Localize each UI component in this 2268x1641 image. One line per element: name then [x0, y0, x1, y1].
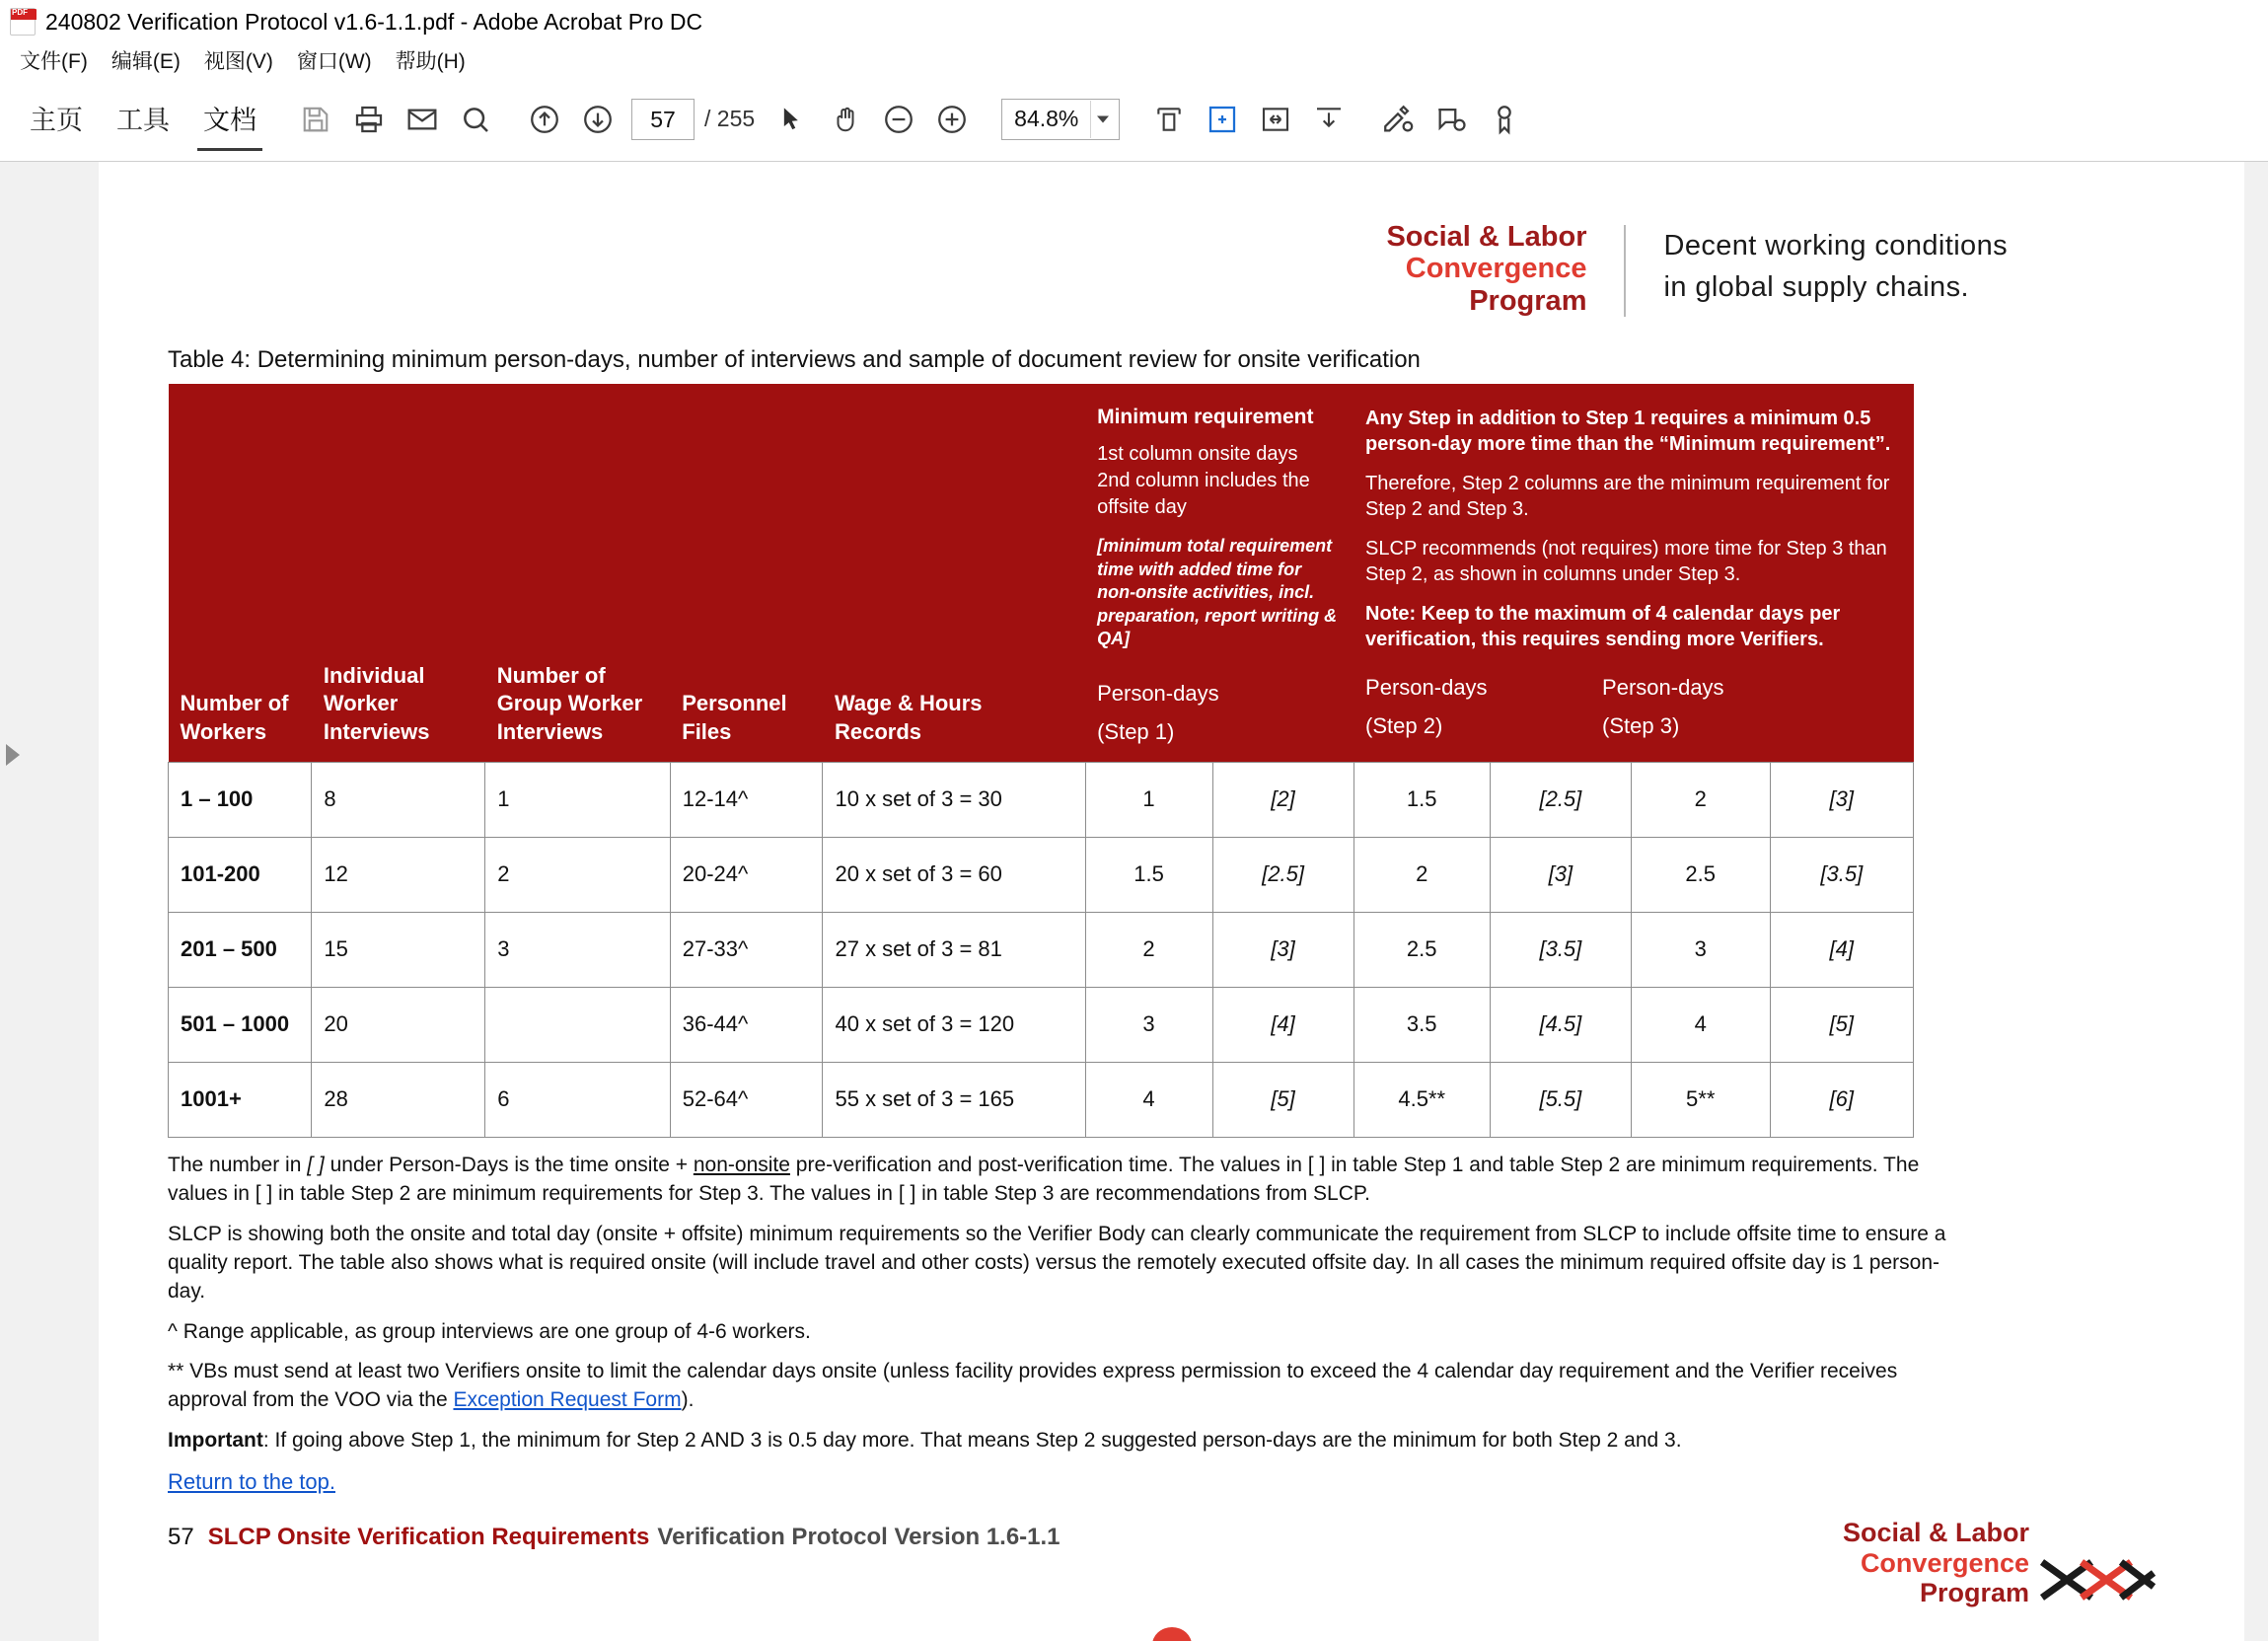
return-to-top-link[interactable]: Return to the top. [168, 1469, 335, 1495]
cell-step2-bracket: [4.5] [1490, 987, 1631, 1062]
cell-wage-hours: 55 x set of 3 = 165 [823, 1062, 1085, 1137]
cell-step2: 2.5 [1353, 912, 1490, 987]
comment-pen-icon[interactable] [1372, 94, 1424, 145]
non-onsite-link[interactable]: non-onsite [693, 1153, 790, 1176]
cell-step2: 4.5** [1353, 1062, 1490, 1137]
footnote-3: ^ Range applicable, as group interviews are one group of 4-6 workers. [168, 1319, 811, 1343]
cell-wage-hours: 40 x set of 3 = 120 [823, 987, 1085, 1062]
header-group-worker-interviews: Number of Group Worker Interviews [485, 384, 671, 762]
footer-title-grey: Verification Protocol Version 1.6-1.1 [657, 1524, 1061, 1551]
window-title: 240802 Verification Protocol v1.6-1.1.pdf - Adobe Acrobat Pro DC [45, 8, 703, 35]
table-row [169, 762, 1914, 837]
footnote-4: ** VBs must send at least two Verifiers onsite to limit the calendar days onsite (unless facility provides express permission to exceed the 4 calendar day requirement and the Verifier receives approval from the VOO via the Exception Request Form). [168, 1360, 1898, 1412]
header-personnel-files: Personnel Files [670, 384, 823, 762]
cell-step1-bracket: [5] [1212, 1062, 1353, 1137]
cell-personnel-files: 27-33^ [670, 912, 823, 987]
tagline [1663, 221, 2008, 308]
expand-navigation-pane-icon[interactable] [6, 744, 20, 766]
navigation-pane-rail[interactable] [0, 162, 99, 1641]
menu-view[interactable]: 视图(V) [203, 50, 273, 73]
cell-workers: 501 – 1000 [169, 987, 312, 1062]
slcp-weave-mark-icon [2037, 1552, 2156, 1607]
cell-step3: 5** [1631, 1062, 1770, 1137]
fit-width-icon[interactable] [1143, 94, 1195, 145]
next-page-peek [1152, 1627, 1192, 1641]
cell-step2: 1.5 [1353, 762, 1490, 837]
cell-step1: 4 [1085, 1062, 1212, 1137]
cell-step2-bracket: [2.5] [1490, 762, 1631, 837]
fit-page-icon[interactable] [1197, 94, 1248, 145]
cell-step3-bracket: [3.5] [1770, 837, 1913, 912]
zoom-out-icon[interactable] [873, 94, 924, 145]
cell-workers: 1001+ [169, 1062, 312, 1137]
cell-step2: 3.5 [1353, 987, 1490, 1062]
cell-step1: 1 [1085, 762, 1212, 837]
table-row [169, 912, 1914, 987]
select-cursor-icon[interactable] [767, 94, 818, 145]
bookmark-icon[interactable] [1479, 94, 1530, 145]
header-number-of-workers: Number of Workers [169, 384, 312, 762]
cell-step3-bracket: [3] [1770, 762, 1913, 837]
logo-divider [1624, 225, 1626, 317]
footer-logo-line2: Convergence [1860, 1547, 2029, 1578]
table-row [169, 1062, 1914, 1137]
previous-page-icon[interactable] [519, 94, 570, 145]
tab-home[interactable]: 主页 [30, 106, 83, 135]
cell-wage-hours: 20 x set of 3 = 60 [823, 837, 1085, 912]
sticky-note-icon[interactable] [1426, 94, 1477, 145]
cell-step1-bracket: [3] [1212, 912, 1353, 987]
cell-individual-interviews: 28 [312, 1062, 485, 1137]
footer-title-red: SLCP Onsite Verification Requirements [207, 1524, 650, 1551]
cell-group-interviews [485, 987, 671, 1062]
search-icon[interactable] [450, 94, 501, 145]
header-minimum-requirement: Minimum requirement 1st column onsite days 2nd column includes the offsite day [minimum total requirement time with added time for non-onsite activities, incl. preparation, report writing & QA] Person-days (Step 1) [1085, 384, 1353, 762]
table-row [169, 987, 1914, 1062]
footnote-2: SLCP is showing both the onsite and total day (onsite + offsite) minimum requirements so the Verifier Body can clearly communicate the requirement from SLCP to include offsite time to ensure a quality report. The table also shows what is required onsite (will include travel and other costs) versus the remotely executed offsite day. In all cases the minimum required offsite day is 1 person-day. [168, 1222, 1946, 1303]
email-icon[interactable] [397, 94, 448, 145]
exception-request-form-link[interactable]: Exception Request Form [453, 1388, 682, 1412]
menu-window[interactable]: 窗口(W) [296, 50, 372, 73]
footer-slcp-logo [1843, 1518, 2156, 1607]
table-header-row [169, 384, 1914, 762]
cell-workers: 1 – 100 [169, 762, 312, 837]
slcp-logo-line2: Convergence [1405, 253, 1587, 285]
cell-personnel-files: 20-24^ [670, 837, 823, 912]
cell-step3: 3 [1631, 912, 1770, 987]
cell-step1: 3 [1085, 987, 1212, 1062]
header-step-notes: Any Step in addition to Step 1 requires a minimum 0.5 person-day more time than the “Minimum requirement”. Therefore, Step 2 columns are the minimum requirement for Step 2 and Step 3. SLCP recommends (not requires) more time for Step 3 than Step 2, as shown in columns under Step 3. Note: Keep to the maximum of 4 calendar days per verification, this requires sending more Verifiers. Person-days (Step 2) Person-days (Step 3) [1353, 384, 1913, 762]
cell-step1-bracket: [2] [1212, 762, 1353, 837]
cell-step3: 2 [1631, 762, 1770, 837]
full-screen-icon[interactable] [1250, 94, 1301, 145]
cell-group-interviews: 1 [485, 762, 671, 837]
cell-individual-interviews: 20 [312, 987, 485, 1062]
cell-workers: 101-200 [169, 837, 312, 912]
cell-step3: 2.5 [1631, 837, 1770, 912]
slcp-logo-line1: Social & Labor [1386, 221, 1587, 253]
footer-page-number: 57 [168, 1524, 194, 1551]
menu-bar [0, 43, 2268, 77]
cell-personnel-files: 36-44^ [670, 987, 823, 1062]
table-body [169, 762, 1914, 1137]
slcp-logo-line3: Program [1469, 284, 1587, 317]
tab-tools[interactable]: 工具 [116, 106, 170, 135]
document-viewer[interactable] [0, 162, 2268, 1641]
menu-file[interactable]: 文件(F) [20, 50, 88, 73]
menu-edit[interactable]: 编辑(E) [110, 50, 181, 73]
cell-step2-bracket: [3.5] [1490, 912, 1631, 987]
pdf-page [99, 162, 2244, 1641]
footer-logo-line3: Program [1919, 1577, 2029, 1607]
cell-step2-bracket: [3] [1490, 837, 1631, 912]
cell-step1-bracket: [2.5] [1212, 837, 1353, 912]
footer-logo-line1: Social & Labor [1842, 1518, 2029, 1548]
cell-step3-bracket: [5] [1770, 987, 1913, 1062]
cell-personnel-files: 52-64^ [670, 1062, 823, 1137]
scroll-mode-icon[interactable] [1303, 94, 1354, 145]
document-header [158, 221, 2185, 317]
menu-help[interactable]: 帮助(H) [395, 50, 466, 73]
zoom-level-select[interactable] [1001, 99, 1120, 140]
cell-step3: 4 [1631, 987, 1770, 1062]
cell-group-interviews: 6 [485, 1062, 671, 1137]
table-row [169, 837, 1914, 912]
cell-group-interviews: 3 [485, 912, 671, 987]
cell-step1: 2 [1085, 912, 1212, 987]
hand-tool-icon[interactable] [820, 94, 871, 145]
slcp-logo [1386, 221, 1586, 317]
page-number-input[interactable]: 57 [631, 99, 695, 140]
table-caption: Table 4: Determining minimum person-days, number of interviews and sample of document review for onsite verification [168, 346, 1421, 374]
tagline-line1: Decent working conditions [1663, 230, 2008, 261]
footnote-important: Important: If going above Step 1, the minimum for Step 2 AND 3 is 0.5 day more. That means Step 2 suggested person-days are the minimum for both Step 2 and 3. [168, 1429, 1682, 1453]
person-days-table [168, 384, 1914, 1137]
footnotes [168, 1152, 1953, 1499]
cell-step1-bracket: [4] [1212, 987, 1353, 1062]
cell-individual-interviews: 12 [312, 837, 485, 912]
print-icon[interactable] [343, 94, 395, 145]
cell-individual-interviews: 8 [312, 762, 485, 837]
cell-personnel-files: 12-14^ [670, 762, 823, 837]
title-bar [0, 0, 2268, 43]
zoom-in-icon[interactable] [926, 94, 978, 145]
tagline-line2: in global supply chains. [1663, 271, 1969, 304]
footnote-1: The number in [ ] under Person-Days is the time onsite + non-onsite pre-verification and post-verification time. The values in [ ] in table Step 1 and table Step 2 are minimum requirements. The values in [ ] in table Step 2 are minimum requirements for Step 3. The values in [ ] in table Step 3 are recommendations from SLCP. [168, 1153, 1920, 1205]
cell-step3-bracket: [4] [1770, 912, 1913, 987]
chevron-down-icon [1097, 115, 1109, 122]
cell-step2-bracket: [5.5] [1490, 1062, 1631, 1137]
cell-step2: 2 [1353, 837, 1490, 912]
header-individual-worker-interviews: Individual Worker Interviews [312, 384, 485, 762]
main-toolbar [0, 77, 2268, 162]
cell-wage-hours: 27 x set of 3 = 81 [823, 912, 1085, 987]
cell-individual-interviews: 15 [312, 912, 485, 987]
cell-workers: 201 – 500 [169, 912, 312, 987]
cell-step1: 1.5 [1085, 837, 1212, 912]
cell-wage-hours: 10 x set of 3 = 30 [823, 762, 1085, 837]
cell-group-interviews: 2 [485, 837, 671, 912]
page-total-label: / 255 [704, 106, 756, 131]
next-page-icon[interactable] [572, 94, 623, 145]
zoom-level-value: 84.8% [1014, 106, 1079, 131]
cell-step3-bracket: [6] [1770, 1062, 1913, 1137]
pdf-file-icon [10, 8, 36, 36]
tab-document[interactable]: 文档 [187, 79, 272, 159]
save-icon[interactable] [290, 94, 341, 145]
header-wage-hours-records: Wage & Hours Records [823, 384, 1085, 762]
